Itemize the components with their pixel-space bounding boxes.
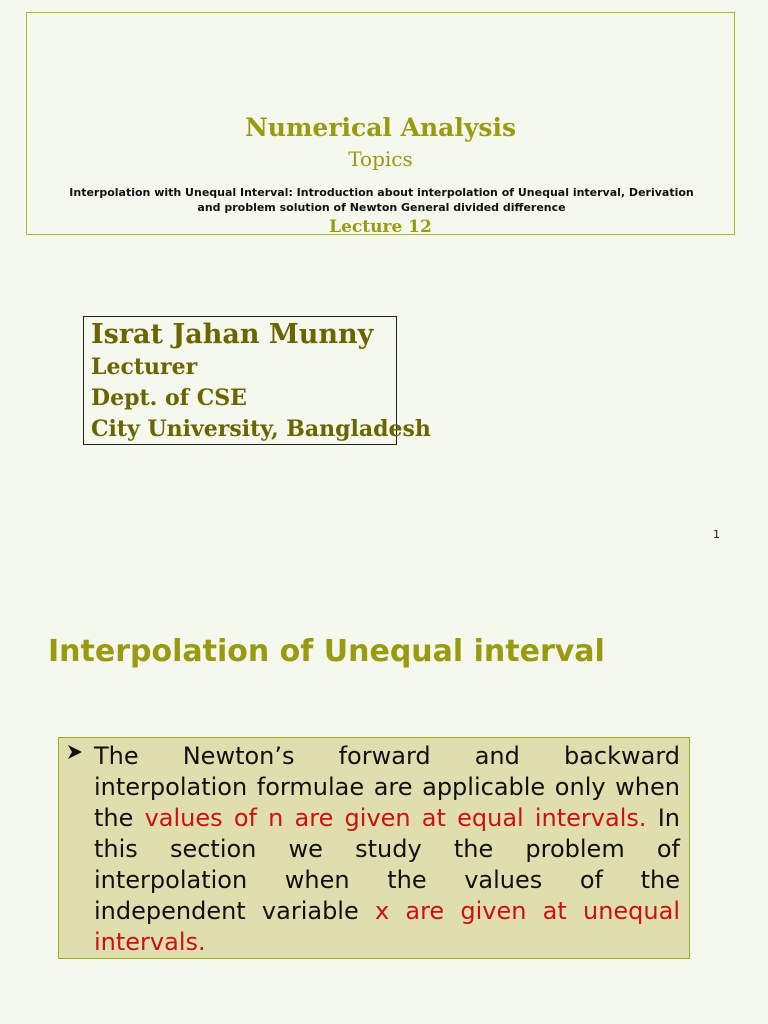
title-box [26,12,735,235]
bullet-paragraph [94,741,680,958]
author-info [91,318,431,445]
bullet-text-part2: In this section we study the problem of interpolation when the values of the independent variable [94,804,680,925]
author-university: City University, Bangladesh [91,416,431,442]
slide-title: Interpolation of Unequal interval [48,634,605,669]
lecture-number: Lecture 12 [329,217,432,237]
author-name: Israt Jahan Munny [91,319,374,350]
page-number: 1 [713,528,720,541]
bullet-text-part1: The Newton’s forward and backward interpolation formulae are applicable only when the [94,742,680,832]
arrow-bullet-icon [66,743,84,761]
highlight-equal-intervals: values of n are given at equal intervals. [144,804,647,832]
topic-description: Interpolation with Unequal Interval: Introduction about interpolation of Unequal interval, Derivation and problem solution of Newton General divided difference [69,186,694,214]
author-department: Dept. of CSE [91,385,247,411]
highlight-unequal-intervals: x are given at unequal intervals. [94,897,680,956]
presentation-title: Numerical Analysis [244,113,517,142]
author-position: Lecturer [91,354,198,380]
topics-label: Topics [348,147,413,171]
